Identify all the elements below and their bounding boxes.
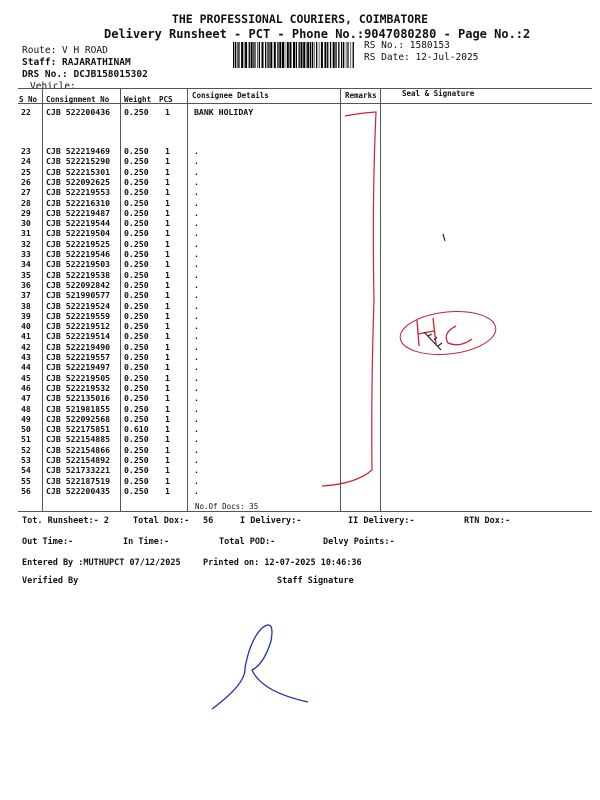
barcode-bar	[233, 42, 234, 68]
table-row	[0, 198, 600, 208]
barcode-bar	[259, 42, 260, 68]
cell-weight: 0.250	[124, 341, 149, 352]
barcode-bar	[251, 42, 253, 68]
out-time: Out Time:-	[22, 537, 74, 547]
table-row	[0, 187, 600, 197]
vehicle-info: Vehicle:	[30, 81, 76, 92]
delvy-points: Delvy Points:-	[323, 537, 395, 547]
barcode-bar	[306, 42, 307, 68]
cell-consignment-no: CJB 522092568	[46, 413, 111, 424]
cell-consignment-no: CJB 521990577	[46, 290, 111, 301]
cell-consignment-no: CJB 522219469	[46, 146, 111, 156]
cell-weight: 0.250	[124, 382, 149, 393]
cell-consignee-details: .	[194, 197, 199, 208]
cell-pcs: 1	[165, 485, 170, 496]
cell-sno: 38	[21, 300, 31, 311]
ii-delivery: II Delivery:-	[348, 516, 415, 526]
rs-number: RS No.: 1580153	[364, 40, 450, 51]
cell-consignee-details: .	[194, 465, 199, 476]
cell-pcs: 1	[165, 146, 170, 156]
cell-sno: 47	[21, 393, 31, 404]
barcode-bar	[241, 42, 243, 68]
cell-consignee-details: .	[194, 372, 199, 383]
cell-pcs: 1	[165, 197, 170, 208]
barcode-bar	[301, 42, 303, 68]
cell-consignee-details: .	[194, 455, 199, 465]
barcode-bar	[285, 42, 286, 68]
cell-consignee-details: .	[194, 228, 199, 239]
table-top-rule	[18, 88, 592, 89]
total-dox-value: 56	[203, 516, 214, 526]
cell-sno: 36	[21, 279, 31, 290]
cell-weight: 0.250	[124, 156, 149, 167]
table-row	[0, 331, 600, 341]
cell-pcs: 1	[165, 403, 170, 414]
col-header-weight: Weight	[124, 95, 152, 104]
cell-consignment-no: CJB 522092625	[46, 176, 111, 187]
cell-pcs: 1	[165, 279, 170, 290]
cell-weight: 0.250	[124, 269, 149, 280]
cell-weight: 0.610	[124, 424, 149, 435]
cell-consignment-no: CJB 522219505	[46, 372, 111, 383]
cell-sno: 27	[21, 187, 31, 198]
cell-pcs: 1	[165, 382, 170, 393]
table-row	[0, 156, 600, 166]
cell-consignee-details: .	[194, 362, 199, 373]
cell-consignment-no: CJB 522154885	[46, 434, 111, 445]
cell-weight: 0.250	[124, 290, 149, 301]
barcode-bar	[335, 42, 336, 68]
cell-consignee-details: .	[194, 475, 199, 486]
cell-sno: 42	[21, 341, 31, 352]
table-row	[0, 259, 600, 269]
barcode-image	[233, 42, 357, 68]
cell-sno: 46	[21, 382, 31, 393]
cell-weight: 0.250	[124, 107, 149, 117]
cell-consignee-details: .	[194, 207, 199, 218]
cell-sno: 33	[21, 249, 31, 259]
table-row	[0, 393, 600, 403]
table-row	[0, 218, 600, 228]
cell-weight: 0.250	[124, 444, 149, 455]
cell-consignee-details: BANK HOLIDAY	[194, 107, 254, 117]
cell-sno: 43	[21, 352, 31, 362]
table-row	[0, 455, 600, 465]
table-row	[0, 486, 600, 496]
cell-consignment-no: CJB 522219538	[46, 269, 111, 280]
cell-consignment-no: CJB 522216310	[46, 197, 111, 208]
rs-date: RS Date: 12-Jul-2025	[364, 52, 479, 63]
cell-consignee-details: .	[194, 444, 199, 455]
cell-consignment-no: CJB 522219512	[46, 321, 111, 332]
cell-consignment-no: CJB 521981855	[46, 403, 111, 414]
cell-pcs: 1	[165, 228, 170, 239]
total-pod: Total POD:-	[219, 537, 276, 547]
barcode-bar	[314, 42, 315, 68]
cell-consignee-details: .	[194, 310, 199, 321]
cell-sno: 34	[21, 259, 31, 270]
cell-weight: 0.250	[124, 207, 149, 218]
cell-sno: 40	[21, 321, 31, 332]
barcode-bar	[290, 42, 292, 68]
table-row	[0, 383, 600, 393]
cell-consignee-details: .	[194, 434, 199, 445]
cell-weight: 0.250	[124, 434, 149, 445]
cell-sno: 56	[21, 485, 31, 496]
cell-sno: 55	[21, 475, 31, 486]
table-row	[0, 404, 600, 414]
table-row	[0, 373, 600, 383]
barcode-bar	[282, 42, 284, 68]
table-bottom-rule	[18, 511, 592, 512]
table-row	[0, 280, 600, 290]
cell-pcs: 1	[165, 424, 170, 435]
cell-consignment-no: CJB 522175851	[46, 424, 111, 435]
cell-sno: 28	[21, 197, 31, 208]
barcode-bar	[237, 42, 238, 68]
i-delivery: I Delivery:-	[240, 516, 302, 526]
cell-consignee-details: .	[194, 403, 199, 414]
barcode-bar	[307, 42, 309, 68]
cell-sno: 31	[21, 228, 31, 239]
cell-consignment-no: CJB 522154892	[46, 455, 111, 465]
barcode-bar	[324, 42, 326, 68]
table-row	[0, 362, 600, 372]
cell-consignment-no: CJB 522219546	[46, 249, 111, 259]
barcode-bar	[244, 42, 245, 68]
barcode-bar	[343, 42, 344, 68]
cell-consignee-details: .	[194, 352, 199, 362]
cell-consignment-no: CJB 522135016	[46, 393, 111, 404]
barcode-bar	[321, 42, 323, 68]
barcode-bar	[270, 42, 272, 68]
barcode-bar	[279, 42, 281, 68]
cell-weight: 0.250	[124, 485, 149, 496]
staff-signature-label: Staff Signature	[277, 576, 354, 586]
in-time: In Time:-	[123, 537, 170, 547]
verified-by: Verified By	[22, 576, 79, 586]
cell-consignee-details: .	[194, 176, 199, 187]
cell-pcs: 1	[165, 352, 170, 362]
cell-pcs: 1	[165, 475, 170, 486]
barcode-bar	[293, 42, 295, 68]
cell-consignee-details: .	[194, 166, 199, 177]
barcode-bar	[267, 42, 268, 68]
cell-consignee-details: .	[194, 300, 199, 311]
cell-pcs: 1	[165, 310, 170, 321]
cell-weight: 0.250	[124, 218, 149, 229]
cell-weight: 0.250	[124, 279, 149, 290]
cell-pcs: 1	[165, 218, 170, 229]
barcode-bar	[287, 42, 289, 68]
barcode-bar	[235, 42, 236, 68]
cell-consignee-details: .	[194, 382, 199, 393]
cell-consignee-details: .	[194, 424, 199, 435]
cell-consignment-no: CJB 522219525	[46, 238, 111, 249]
cell-sno: 26	[21, 176, 31, 187]
table-row	[0, 342, 600, 352]
cell-weight: 0.250	[124, 403, 149, 414]
cell-pcs: 1	[165, 300, 170, 311]
cell-consignee-details: .	[194, 393, 199, 404]
cell-sno: 48	[21, 403, 31, 414]
table-row	[0, 146, 600, 156]
barcode-bar	[327, 42, 328, 68]
barcode-bar	[277, 42, 278, 68]
table-row	[0, 414, 600, 424]
cell-weight: 0.250	[124, 187, 149, 198]
staff-signature-scribble	[212, 625, 308, 709]
cell-consignment-no: CJB 522219544	[46, 218, 111, 229]
barcode-bar	[351, 42, 352, 68]
table-row	[0, 311, 600, 321]
cell-consignee-details: .	[194, 259, 199, 270]
barcode-bar	[338, 42, 339, 68]
cell-pcs: 1	[165, 107, 170, 117]
barcode-bar	[319, 42, 320, 68]
cell-weight: 0.250	[124, 475, 149, 486]
cell-pcs: 1	[165, 413, 170, 424]
col-header-pcs: PCS	[159, 95, 173, 104]
cell-pcs: 1	[165, 372, 170, 383]
cell-consignment-no: CJB 522200435	[46, 485, 111, 496]
cell-consignee-details: .	[194, 218, 199, 229]
cell-consignment-no: CJB 522219524	[46, 300, 111, 311]
table-row	[0, 290, 600, 300]
cell-consignment-no: CJB 522092842	[46, 279, 111, 290]
barcode-bar	[347, 42, 348, 68]
cell-consignee-details: .	[194, 238, 199, 249]
document-title: THE PROFESSIONAL COURIERS, COIMBATORE	[171, 12, 429, 26]
cell-pcs: 1	[165, 393, 170, 404]
table-row	[0, 167, 600, 177]
cell-consignment-no: CJB 522219557	[46, 352, 111, 362]
cell-consignee-details: .	[194, 269, 199, 280]
tot-runsheet: Tot. Runsheet:- 2	[22, 516, 109, 526]
cell-pcs: 1	[165, 455, 170, 465]
table-row	[0, 177, 600, 187]
cell-weight: 0.250	[124, 455, 149, 465]
barcode-bar	[316, 42, 317, 68]
barcode-bar	[245, 42, 247, 68]
cell-sno: 32	[21, 238, 31, 249]
table-row	[0, 270, 600, 280]
total-dox-label: Total Dox:-	[133, 516, 190, 526]
cell-sno: 50	[21, 424, 31, 435]
cell-pcs: 1	[165, 249, 170, 259]
cell-consignee-details: .	[194, 413, 199, 424]
cell-consignment-no: CJB 522219503	[46, 259, 111, 270]
table-row	[0, 321, 600, 331]
barcode-bar	[274, 42, 276, 68]
cell-sno: 53	[21, 455, 31, 465]
barcode-bar	[253, 42, 254, 68]
cell-pcs: 1	[165, 290, 170, 301]
cell-consignment-no: CJB 522215290	[46, 156, 111, 167]
cell-consignee-details: .	[194, 290, 199, 301]
barcode-bar	[257, 42, 258, 68]
table-row	[0, 352, 600, 362]
table-row	[0, 107, 600, 117]
cell-weight: 0.250	[124, 372, 149, 383]
cell-sno: 39	[21, 310, 31, 321]
cell-consignee-details: .	[194, 321, 199, 332]
col-header-sno: S No	[19, 95, 38, 104]
cell-sno: 29	[21, 207, 31, 218]
cell-consignment-no: CJB 522187519	[46, 475, 111, 486]
cell-sno: 30	[21, 218, 31, 229]
cell-sno: 54	[21, 465, 31, 476]
cell-consignment-no: CJB 522219504	[46, 228, 111, 239]
cell-weight: 0.250	[124, 300, 149, 311]
cell-weight: 0.250	[124, 321, 149, 332]
barcode-bar	[255, 42, 256, 68]
cell-weight: 0.250	[124, 362, 149, 373]
cell-weight: 0.250	[124, 352, 149, 362]
cell-consignee-details: .	[194, 331, 199, 342]
cell-consignee-details: .	[194, 485, 199, 496]
cell-pcs: 1	[165, 331, 170, 342]
barcode-bar	[346, 42, 347, 68]
rtn-dox: RTN Dox:-	[464, 516, 511, 526]
cell-consignment-no: CJB 522219514	[46, 331, 111, 342]
cell-pcs: 1	[165, 362, 170, 373]
cell-consignment-no: CJB 522219487	[46, 207, 111, 218]
barcode-bar	[265, 42, 266, 68]
cell-weight: 0.250	[124, 249, 149, 259]
cell-pcs: 1	[165, 238, 170, 249]
cell-pcs: 1	[165, 187, 170, 198]
cell-consignee-details: .	[194, 249, 199, 259]
cell-consignee-details: .	[194, 187, 199, 198]
col-header-consignee: Consignee Details	[192, 91, 269, 100]
cell-pcs: 1	[165, 166, 170, 177]
barcode-bar	[353, 42, 354, 68]
cell-consignment-no: CJB 522219532	[46, 382, 111, 393]
cell-pcs: 1	[165, 321, 170, 332]
cell-pcs: 1	[165, 156, 170, 167]
table-row	[0, 465, 600, 475]
cell-weight: 0.250	[124, 228, 149, 239]
cell-consignment-no: CJB 522219553	[46, 187, 111, 198]
cell-pcs: 1	[165, 269, 170, 280]
table-row	[0, 424, 600, 434]
table-row	[0, 228, 600, 238]
cell-pcs: 1	[165, 444, 170, 455]
barcode-bar	[249, 42, 250, 68]
cell-weight: 0.250	[124, 238, 149, 249]
barcode-bar	[310, 42, 311, 68]
runsheet-subtitle: Delivery Runsheet - PCT - Phone No.:9047080280 - Page No.:2	[104, 27, 531, 41]
barcode-bar	[268, 42, 269, 68]
col-header-remarks: Remarks	[345, 91, 377, 100]
cell-weight: 0.250	[124, 413, 149, 424]
barcode-bar	[312, 42, 313, 68]
cell-consignment-no: CJB 522219490	[46, 341, 111, 352]
cell-weight: 0.250	[124, 146, 149, 156]
table-row	[0, 249, 600, 259]
cell-pcs: 1	[165, 176, 170, 187]
entered-by: Entered By :MUTHUPCT 07/12/2025	[22, 558, 181, 568]
table-row	[0, 239, 600, 249]
cell-consignee-details: .	[194, 341, 199, 352]
col-header-seal: Seal & Signature	[402, 89, 475, 98]
cell-consignment-no: CJB 522154866	[46, 444, 111, 455]
cell-sno: 22	[21, 107, 31, 117]
cell-sno: 37	[21, 290, 31, 301]
cell-weight: 0.250	[124, 465, 149, 476]
barcode-bar	[330, 42, 331, 68]
cell-weight: 0.250	[124, 331, 149, 342]
table-row	[0, 301, 600, 311]
route-info: Route: V H ROAD	[22, 45, 108, 56]
barcode-bar	[341, 42, 342, 68]
cell-weight: 0.250	[124, 166, 149, 177]
col-header-consignment: Consignment No	[46, 95, 110, 104]
cell-pcs: 1	[165, 259, 170, 270]
cell-pcs: 1	[165, 434, 170, 445]
cell-sno: 52	[21, 444, 31, 455]
table-row	[0, 445, 600, 455]
cell-sno: 23	[21, 146, 31, 156]
cell-weight: 0.250	[124, 197, 149, 208]
barcode-bar	[262, 42, 264, 68]
staff-info: Staff: RAJARATHINAM	[22, 57, 131, 68]
table-row	[0, 434, 600, 444]
barcode-bar	[348, 42, 349, 68]
cell-pcs: 1	[165, 341, 170, 352]
cell-sno: 44	[21, 362, 31, 373]
printed-on: Printed on: 12-07-2025 10:46:36	[203, 558, 362, 568]
cell-consignee-details: .	[194, 146, 199, 156]
cell-consignee-details: .	[194, 279, 199, 290]
cell-consignee-details: .	[194, 156, 199, 167]
barcode-bar	[333, 42, 335, 68]
cell-consignment-no: CJB 522200436	[46, 107, 111, 117]
cell-sno: 24	[21, 156, 31, 167]
cell-consignment-no: CJB 521733221	[46, 465, 111, 476]
cell-weight: 0.250	[124, 393, 149, 404]
cell-sno: 41	[21, 331, 31, 342]
barcode-bar	[303, 42, 305, 68]
cell-weight: 0.250	[124, 176, 149, 187]
cell-sno: 51	[21, 434, 31, 445]
cell-sno: 45	[21, 372, 31, 383]
cell-pcs: 1	[165, 465, 170, 476]
cell-sno: 25	[21, 166, 31, 177]
cell-consignment-no: CJB 522219497	[46, 362, 111, 373]
barcode-bar	[296, 42, 297, 68]
cell-sno: 49	[21, 413, 31, 424]
cell-consignment-no: CJB 522219559	[46, 310, 111, 321]
barcode-bar	[238, 42, 239, 68]
drs-number: DRS No.: DCJB158015302	[22, 69, 148, 80]
cell-sno: 35	[21, 269, 31, 280]
no-of-docs: No.Of Docs: 35	[195, 502, 259, 511]
cell-weight: 0.250	[124, 259, 149, 270]
cell-consignment-no: CJB 522215301	[46, 166, 111, 177]
cell-pcs: 1	[165, 207, 170, 218]
table-row	[0, 476, 600, 486]
table-row	[0, 208, 600, 218]
cell-weight: 0.250	[124, 310, 149, 321]
barcode-bar	[299, 42, 300, 68]
